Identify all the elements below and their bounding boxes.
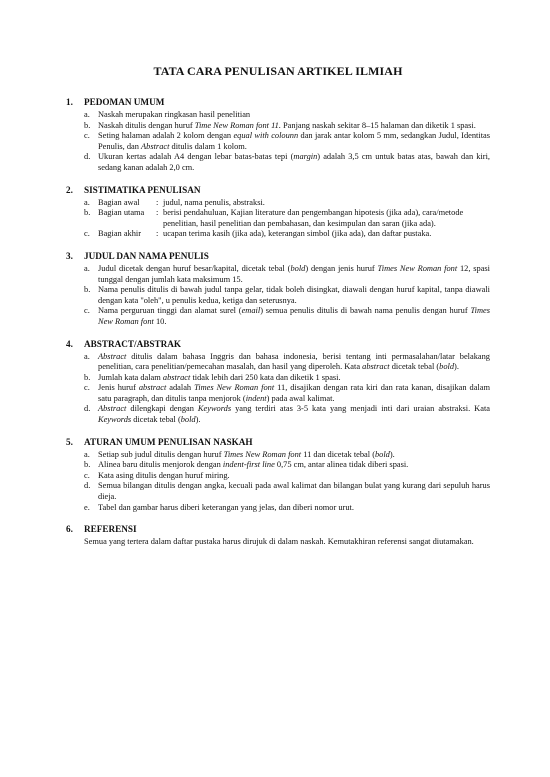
text-run: ditulis dalam bahasa Inggris dan bahasa indonesia, berisi tentang inti permasalahan/latar belakang penelitian, cara penelitian/pemecahan masalah, dan hasil yang diperoleh. Kata (98, 351, 490, 372)
section-heading (66, 251, 490, 261)
section-heading (66, 97, 490, 107)
section-heading (66, 185, 490, 195)
structure-row-colon: : (156, 197, 159, 207)
italic-text: Keywords (98, 415, 132, 425)
list-item-label: d. (84, 404, 91, 414)
list-item-text (98, 383, 490, 404)
text-run: ditulis dalam 1 kolom. (169, 141, 247, 151)
text-run: 11 dan dicetak tebal ( (301, 449, 375, 459)
italic-text: Abstract (98, 404, 127, 414)
list-item-text (98, 285, 490, 306)
text-run: 0,75 cm, antar alinea tidak diberi spasi. (274, 460, 409, 470)
structure-row (66, 208, 490, 229)
structure-row-name: Bagian utama (98, 208, 145, 218)
list-item-text (98, 121, 490, 132)
section-list (66, 110, 490, 174)
list-item (66, 471, 490, 482)
list-item-label: d. (84, 152, 91, 162)
text-run: ) semua penulis ditulis di bawah nama penulis dengan huruf (260, 306, 471, 316)
structure-row-label: b. (84, 208, 91, 218)
list-item-text (98, 352, 490, 373)
list-item-label: a. (84, 263, 90, 273)
text-run: Jenis huruf (98, 383, 139, 393)
text-run: yang terdiri atas 3-5 kata yang menjadi inti dari uraian abstraksi. Kata (231, 404, 490, 414)
text-run: 10. (153, 316, 167, 326)
italic-text: margin (293, 152, 318, 162)
section-heading (66, 524, 490, 534)
list-item (66, 460, 490, 471)
structure-row-colon: : (156, 229, 159, 239)
section-6 (66, 524, 490, 548)
text-run: 11, disajikan dengan rata kiri dan rata kanan, disajikan dalam satu paragraph, dan ditulis tanpa menjorok ( (98, 383, 491, 403)
italic-text: abstract (138, 383, 167, 393)
text-run: Kata asing ditulis dengan huruf miring. (98, 470, 230, 480)
text-run: Seting halaman adalah 2 kolom dengan (98, 131, 234, 141)
list-item-label: c. (84, 470, 90, 480)
italic-text: abstract (362, 362, 390, 372)
text-run: Nama penulis ditulis di bawah judul tanpa gelar, tidak boleh disingkat, diawali dengan huruf kapital, tanpa diawali dengan kata "oleh", u penulis kedua, ketiga dan seterusnya. (98, 285, 490, 305)
section-list (66, 352, 490, 426)
text-run: dilengkapi dengan (126, 404, 198, 414)
italic-text: Abstract (98, 351, 127, 361)
list-item (66, 285, 490, 306)
section-list (66, 450, 490, 514)
list-item-label: b. (84, 120, 91, 130)
structure-row (66, 229, 490, 240)
list-item-text (98, 481, 490, 502)
italic-text: bold (180, 415, 196, 425)
section-paragraph: Semua yang tertera dalam daftar pustaka harus dirujuk di dalam naskah. Kemutakhiran referensi sangat diutamakan. (84, 537, 474, 547)
section-4 (66, 339, 490, 426)
list-item-label: d. (84, 481, 91, 491)
list-item (66, 352, 490, 373)
italic-text: indent-first line (222, 460, 275, 470)
section-number: 4. (66, 338, 73, 349)
text-run: Setiap sub judul ditulis dengan huruf (98, 449, 224, 459)
section-list (66, 264, 490, 328)
text-run: Nama perguruan tinggi dan alamat surel ( (98, 306, 242, 316)
italic-text: equal with colounn (233, 131, 299, 141)
section-heading-text: JUDUL DAN NAMA PENULIS (84, 250, 209, 261)
text-run: tidak lebih dari 250 kata dan diketik 1 spasi. (190, 372, 341, 382)
text-run: 12, spasi tunggal dengan jumlah kata maksimum 15. (98, 263, 491, 284)
structure-row-description: berisi pendahuluan, Kajian literature dan pengembangan hipotesis (jika ada), cara/metode penelitian, hasil penelitian dan pembahasan, dan kesimpulan dan saran (jika ada). (163, 208, 464, 228)
text-run: Ukuran kertas adalah A4 dengan lebar batas-batas tepi ( (98, 152, 294, 162)
list-item-label: c. (84, 131, 90, 141)
list-item-text (98, 110, 490, 121)
list-item-label: b. (84, 285, 91, 295)
sections-container (66, 97, 490, 548)
section-number: 5. (66, 436, 73, 447)
list-item-label: a. (84, 449, 90, 459)
section-2 (66, 185, 490, 240)
text-run: adalah (166, 383, 195, 393)
list-item-label: a. (84, 110, 90, 119)
section-heading-text: SISTIMATIKA PENULISAN (84, 184, 201, 195)
italic-text: Times New Roman font (223, 449, 302, 459)
italic-text: Times New Roman font (98, 306, 490, 326)
text-run: ) dengan jenis huruf (305, 263, 378, 273)
text-run: ) adalah 3,5 cm untuk batas atas, bawah dan kiri, sedang kanan adalah 2,0 cm. (98, 152, 491, 172)
structure-row-name: Bagian akhir (98, 229, 142, 239)
list-item (66, 131, 490, 152)
italic-text: abstract (162, 372, 191, 382)
text-run: dan jarak antar kolom 5 mm, sedangkan Judul, Identitas Penulis, dan (98, 131, 490, 151)
list-item-text (98, 404, 490, 425)
text-run: Semua bilangan ditulis dengan angka, kecuali pada awal kalimat dan bilangan bulat yang kurang dari sepuluh harus dieja. (98, 481, 490, 502)
list-item-text (98, 152, 490, 173)
list-item-text (98, 373, 490, 384)
document-title: TATA CARA PENULISAN ARTIKEL ILMIAH (153, 64, 403, 78)
list-item (66, 152, 490, 173)
italic-text: Time New Roman font 11. (194, 120, 281, 130)
italic-text: bold (374, 449, 390, 459)
structure-row-description: judul, nama penulis, abstraksi. (163, 197, 265, 207)
text-run: Naskah ditulis dengan huruf (98, 120, 195, 130)
structure-row-colon: : (156, 208, 159, 218)
section-1 (66, 97, 490, 174)
section-3 (66, 251, 490, 328)
section-heading-text: ATURAN UMUM PENULISAN NASKAH (84, 436, 253, 447)
italic-text: Keywords (197, 404, 232, 414)
section-heading (66, 339, 490, 349)
italic-text: indent (245, 393, 267, 403)
structure-row-description: ucapan terima kasih (jika ada), keterangan simbol (jika ada), dan daftar pustaka. (163, 229, 432, 239)
list-item-label: c. (84, 383, 90, 393)
list-item-label: b. (84, 460, 91, 470)
list-item-label: e. (84, 502, 90, 512)
text-run: ). (389, 449, 395, 459)
text-run: ) pada awal kalimat. (266, 393, 335, 403)
list-item (66, 450, 490, 461)
section-5 (66, 437, 490, 514)
section-heading-text: ABSTRACT/ABSTRAK (84, 338, 182, 349)
list-item-text (98, 264, 490, 285)
section-number: 1. (66, 97, 73, 107)
structure-row (66, 198, 490, 209)
text-run: dicetak tebal ( (131, 415, 181, 425)
text-run: dicetak tebal ( (389, 362, 440, 372)
list-item-text (98, 450, 490, 461)
list-item (66, 481, 490, 502)
text-run: Alinea baru ditulis menjorok dengan (98, 460, 223, 470)
structure-list (66, 198, 490, 240)
text-run: Tabel dan gambar harus diberi keterangan yang jelas, dan diberi nomor urut. (98, 502, 354, 512)
text-run: Panjang naskah sekitar 8–15 halaman dan diketik 1 spasi. (280, 120, 476, 130)
section-heading-text: REFERENSI (84, 524, 137, 535)
list-item (66, 110, 490, 121)
italic-text: bold (290, 263, 306, 273)
text-run: ). (454, 362, 459, 372)
text-run: ). (195, 415, 201, 425)
structure-row-label: c. (84, 229, 90, 239)
list-item-text (98, 460, 490, 471)
section-heading (66, 437, 490, 447)
list-item (66, 503, 490, 514)
list-item-label: c. (84, 306, 90, 316)
list-item-text (98, 503, 490, 514)
list-item-text (98, 131, 490, 152)
list-item (66, 383, 490, 404)
italic-text: Times New Roman font (194, 383, 275, 393)
structure-row-name: Bagian awal (98, 197, 140, 207)
italic-text: Abstract (141, 141, 170, 151)
list-item (66, 121, 490, 132)
italic-text: Times New Roman font (377, 263, 458, 273)
list-item (66, 373, 490, 384)
list-item-label: a. (84, 351, 90, 361)
section-number: 2. (66, 184, 73, 195)
text-run: Jumlah kata dalam (98, 372, 163, 382)
list-item (66, 306, 490, 327)
section-heading-text: PEDOMAN UMUM (84, 97, 165, 107)
list-item-label: b. (84, 372, 91, 382)
section-number: 3. (66, 250, 73, 261)
italic-text: email (241, 306, 261, 316)
text-run: Naskah merupakan ringkasan hasil penelitian (98, 110, 251, 119)
list-item (66, 404, 490, 425)
structure-row-label: a. (84, 197, 90, 207)
section-number: 6. (66, 524, 73, 535)
text-run: Judul dicetak dengan huruf besar/kapital, dicetak tebal ( (98, 263, 291, 273)
italic-text: bold (439, 362, 455, 372)
list-item (66, 264, 490, 285)
list-item-text (98, 471, 490, 482)
list-item-text (98, 306, 490, 327)
